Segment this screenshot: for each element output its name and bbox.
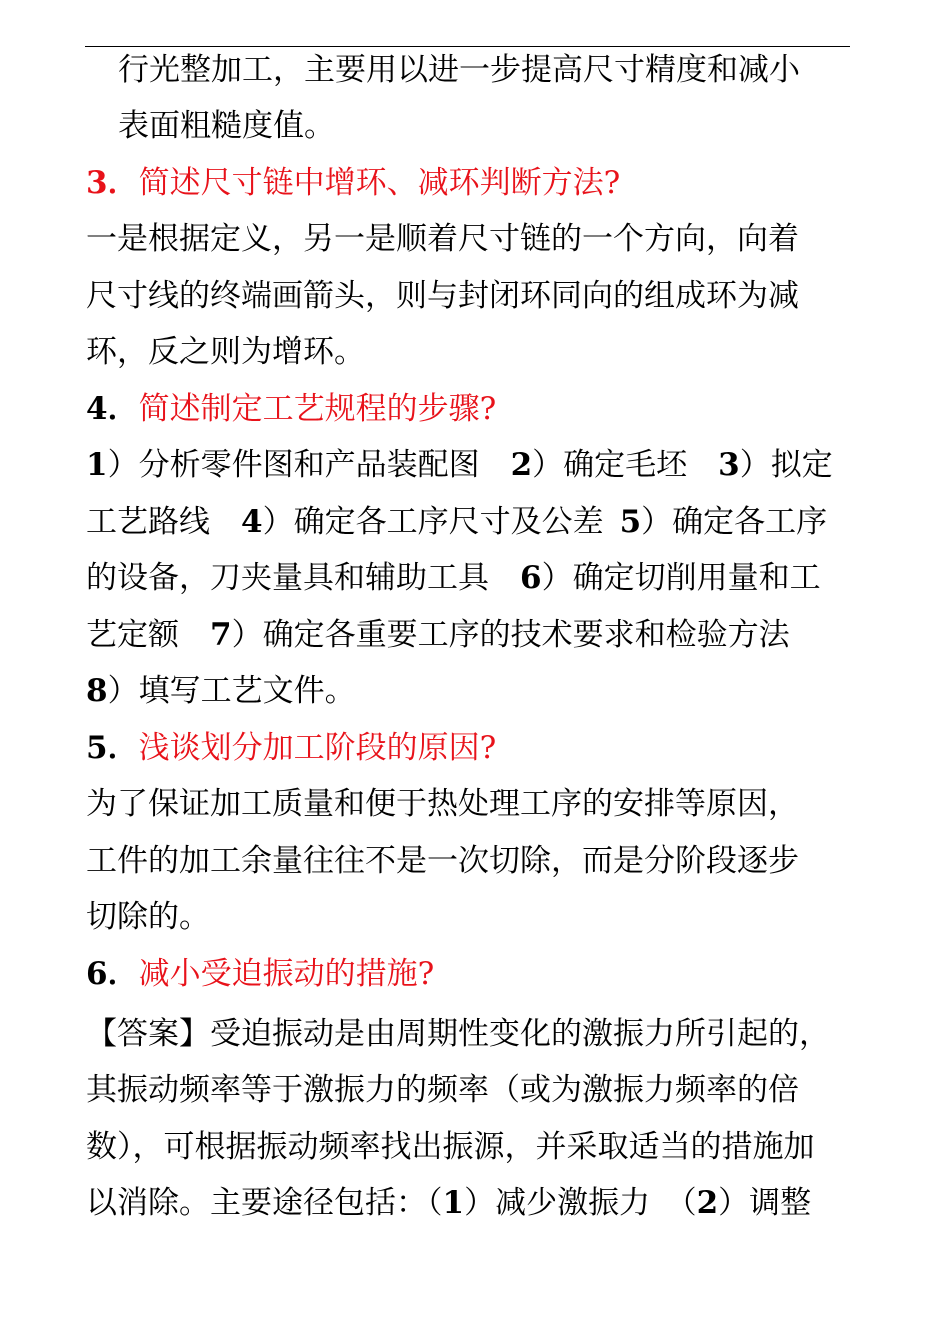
question-4-steps-line-4 — [86, 615, 856, 655]
step-text: 工艺路线 — [86, 504, 241, 540]
step-text: ）确定切削用量和工 — [541, 560, 821, 596]
item-number: 2 — [696, 1185, 719, 1221]
question-5-answer-line-2: 工件的加工余量往往不是一次切除，而是分阶段逐步 — [86, 843, 799, 879]
step-text: 的设备，刀夹量具和辅助工具 — [86, 560, 520, 596]
question-4-steps-line-5 — [86, 671, 856, 711]
question-4-steps-line-1 — [86, 445, 856, 485]
question-6-answer-line-2: 其振动频率等于激振力的频率（或为激振力频率的倍 — [86, 1072, 799, 1108]
question-4-steps-line-3 — [86, 558, 856, 598]
question-4-number: 4． — [86, 391, 139, 427]
question-3-answer-line-1: 一是根据定义，另一是顺着尺寸链的一个方向，向着 — [86, 221, 799, 257]
question-5-heading — [86, 728, 856, 768]
question-5-number: 5． — [86, 730, 139, 766]
step-text: ）填写工艺文件。 — [107, 673, 356, 709]
step-number: 2 — [510, 447, 533, 483]
question-3-answer-line-3: 环，反之则为增环。 — [86, 334, 365, 370]
question-6-answer-line-4 — [86, 1183, 856, 1223]
step-text: ）分析零件图和产品装配图 — [107, 447, 511, 483]
step-number: 4 — [241, 504, 263, 540]
step-text: ）拟定 — [739, 447, 833, 483]
answer-text: ）调整 — [718, 1185, 812, 1221]
question-6-heading — [86, 954, 856, 994]
question-3-answer-line-2: 尺寸线的终端画箭头，则与封闭环同向的组成环为减 — [86, 278, 799, 314]
question-5-answer-line-1: 为了保证加工质量和便于热处理工序的安排等原因， — [86, 786, 799, 822]
step-number: 8 — [86, 673, 108, 709]
step-number: 7 — [210, 617, 232, 653]
step-text: ）确定各工序尺寸及公差 — [262, 504, 604, 540]
question-4-heading — [86, 389, 856, 429]
step-text: 艺定额 — [86, 617, 210, 653]
question-3-title: 简述尺寸链中增环、减环判断方法? — [138, 165, 621, 201]
question-4-steps-line-2 — [86, 502, 856, 542]
step-text: ）确定各工序 — [641, 504, 828, 540]
item-number: 1 — [442, 1185, 465, 1221]
step-number: 3 — [718, 447, 740, 483]
question-3-number: 3． — [86, 165, 139, 201]
question-6-answer-line-1: 【答案】受迫振动是由周期性变化的激振力所引起的， — [86, 1016, 830, 1052]
question-4-title: 简述制定工艺规程的步骤? — [138, 391, 497, 427]
answer-text: 以消除。主要途径包括：（ — [86, 1185, 443, 1221]
header-rule — [85, 46, 850, 47]
step-text: ）确定各重要工序的技术要求和检验方法 — [231, 617, 790, 653]
question-3-heading — [86, 163, 856, 203]
question-6-number: 6． — [86, 956, 139, 992]
question-6-answer-line-3: 数），可根据振动频率找出振源，并采取适当的措施加 — [86, 1129, 815, 1165]
continuation-line-1: 行光整加工，主要用以进一步提高尺寸精度和减小 — [118, 52, 800, 88]
question-5-answer-line-3: 切除的。 — [86, 899, 210, 935]
step-text: ）确定毛坯 — [532, 447, 719, 483]
answer-text: ）减少激振力 （ — [464, 1185, 697, 1221]
question-5-title: 浅谈划分加工阶段的原因? — [138, 730, 497, 766]
step-number: 5 — [619, 504, 642, 540]
step-number: 1 — [86, 447, 108, 483]
step-number: 6 — [520, 560, 542, 596]
continuation-line-2: 表面粗糙度值。 — [118, 108, 335, 144]
question-6-title: 减小受迫振动的措施? — [138, 956, 435, 992]
